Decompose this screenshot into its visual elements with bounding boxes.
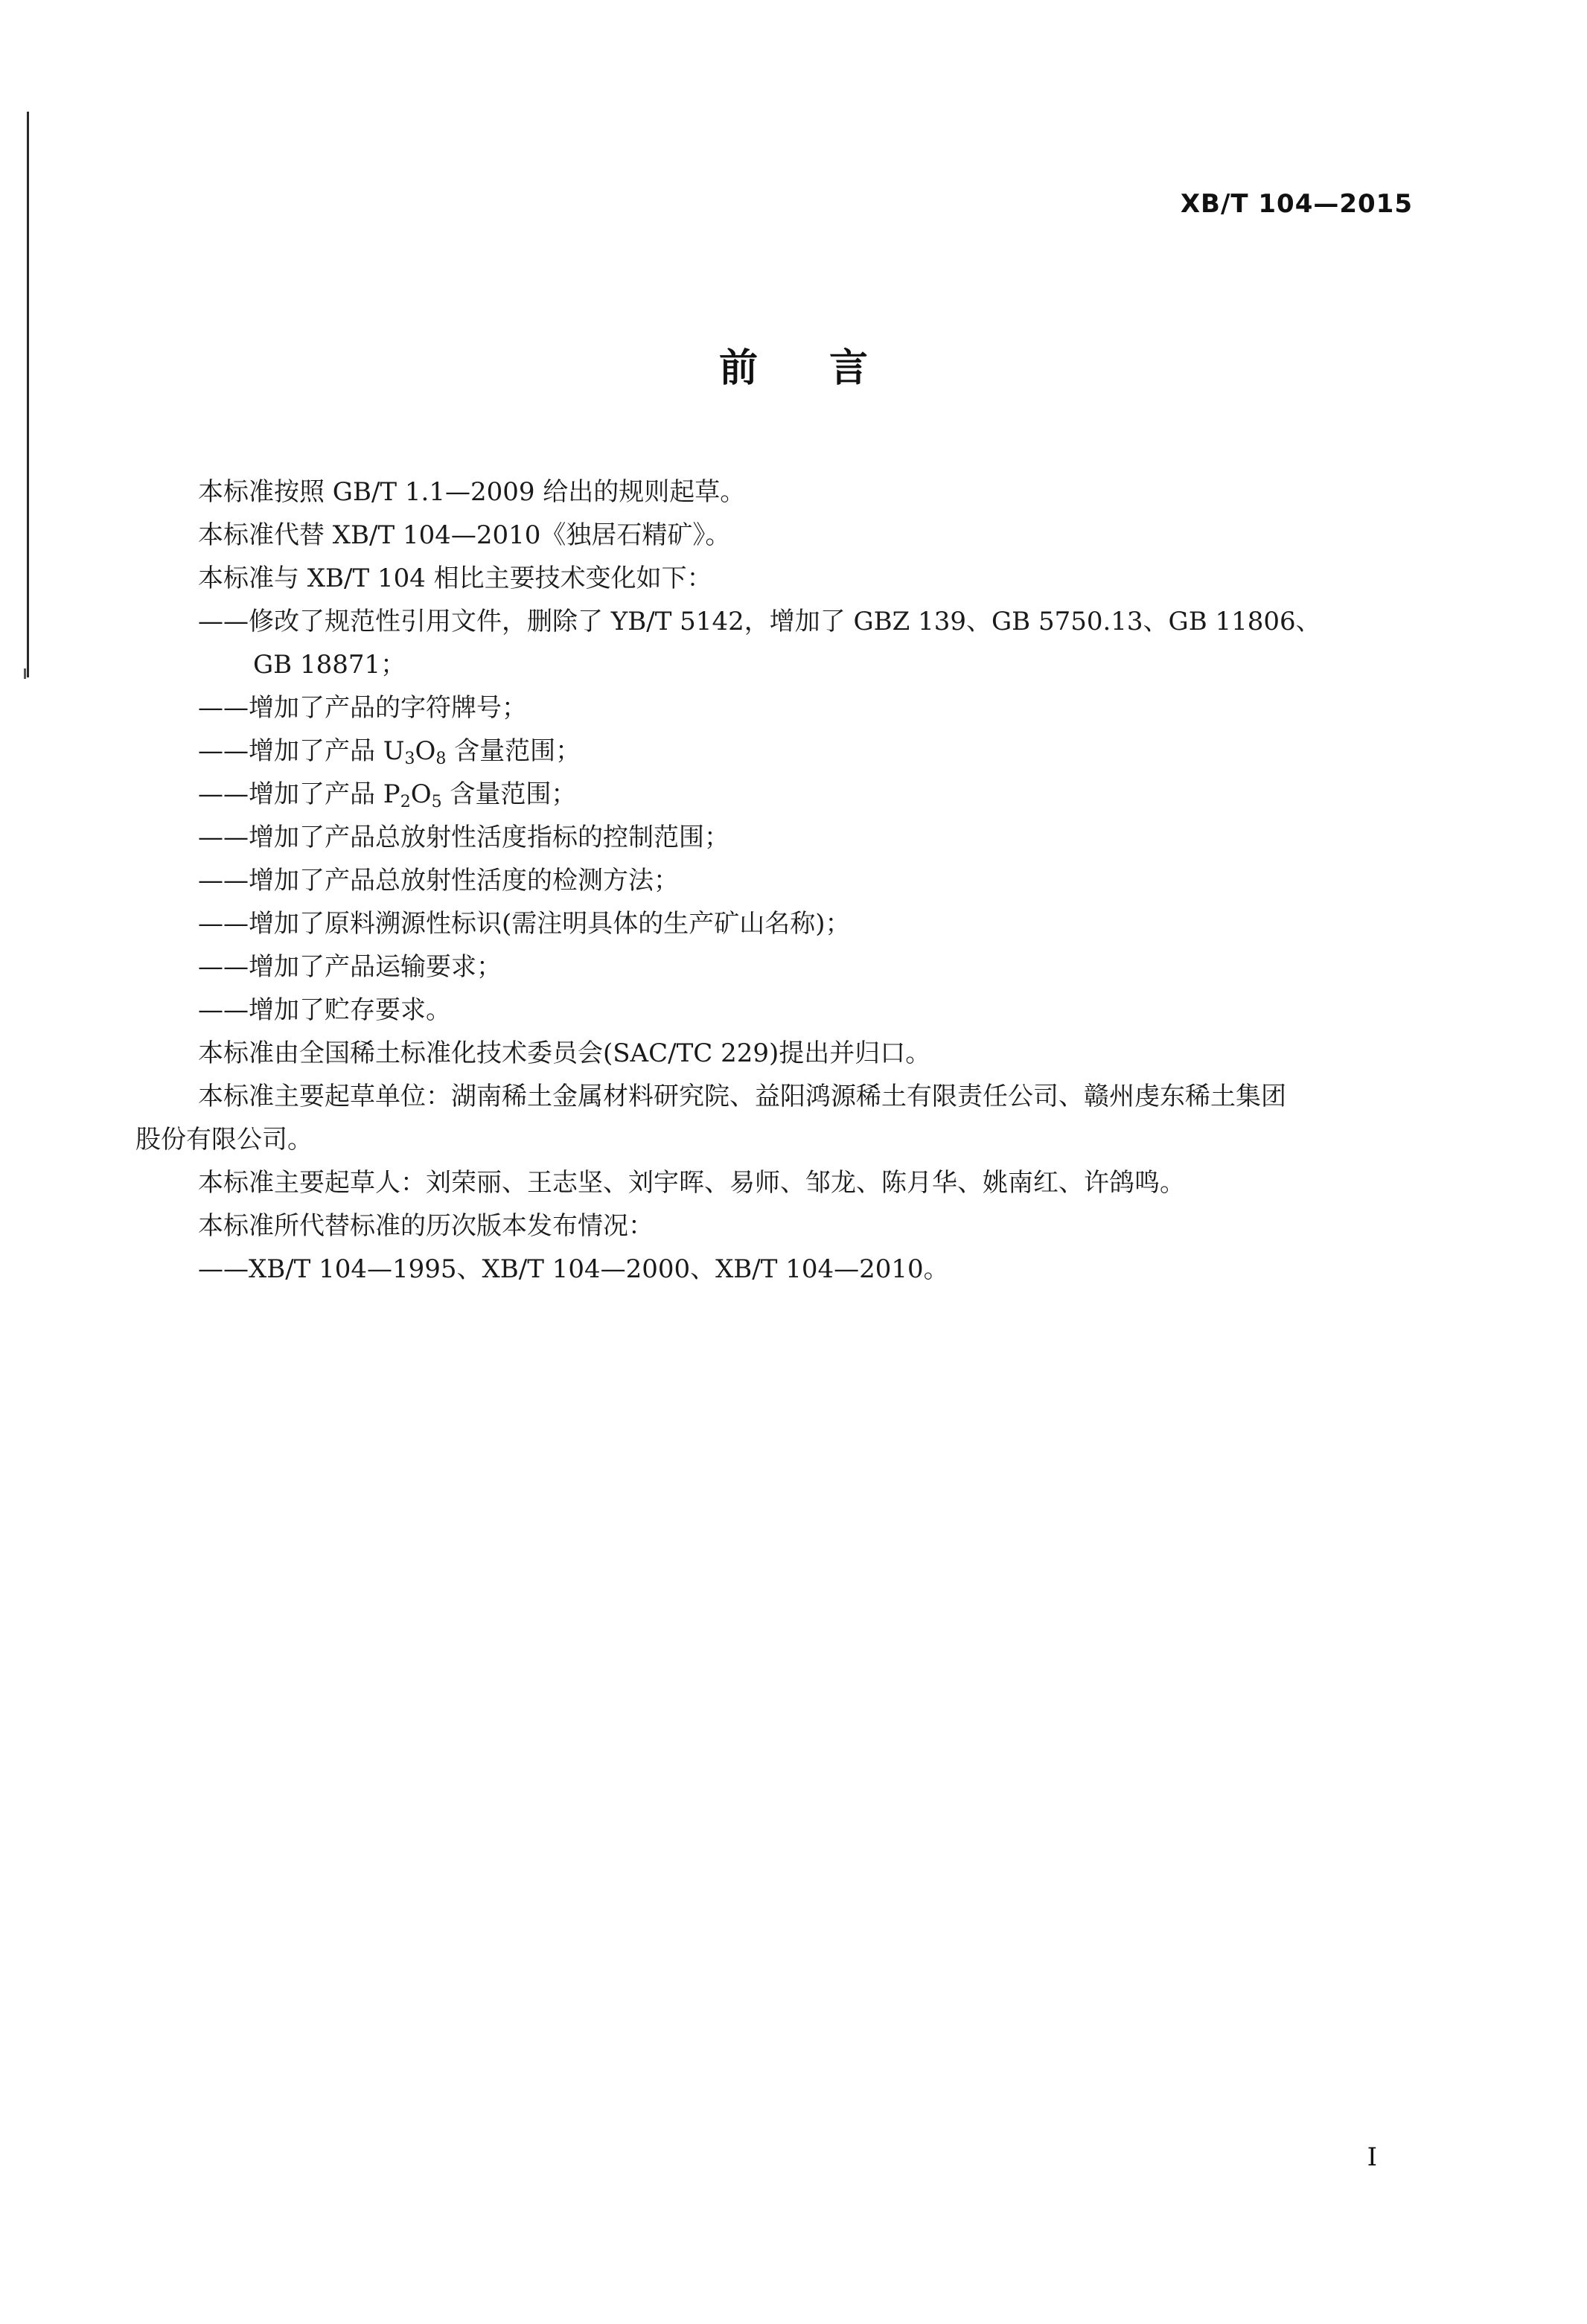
paragraph-version-history: 本标准所代替标准的历次版本发布情况：: [198, 1211, 654, 1241]
subscript: 3: [404, 750, 415, 768]
list-item-normative-references-cont: GB 18871；: [253, 650, 406, 680]
list-item-previous-versions: ——XB/T 104—1995、XB/T 104—2000、XB/T 104—2010。: [198, 1254, 949, 1284]
list-item-radioactivity-range: ——增加了产品总放射性活度指标的控制范围；: [198, 823, 729, 852]
list-item-u3o8-content: [135, 730, 1416, 773]
list-item-normative-references: ——修改了规范性引用文件，删除了 YB/T 5142，增加了 GBZ 139、GB 5750.13、GB 11806、: [198, 607, 1321, 636]
item-text: O: [410, 779, 432, 809]
page-title: 前言: [718, 346, 939, 391]
scan-edge-tick: [24, 668, 26, 679]
page-number: I: [1367, 2142, 1377, 2172]
scan-edge-line: [27, 112, 29, 677]
list-item-traceability: ——增加了原料溯源性标识(需注明具体的生产矿山名称)；: [198, 909, 851, 939]
paragraph-changes-intro: 本标准与 XB/T 104 相比主要技术变化如下：: [198, 564, 712, 593]
item-text: ——增加了产品 U: [198, 736, 405, 766]
item-text: ——增加了产品 P: [198, 779, 400, 809]
paragraph-drafters: 本标准主要起草人：刘荣丽、王志坚、刘宇晖、易师、邹龙、陈月华、姚南红、许鸽鸣。: [198, 1168, 1185, 1198]
foreword-body: [135, 470, 1416, 1291]
document-code: XB/T 104—2015: [1180, 189, 1413, 219]
subscript: 5: [431, 793, 442, 811]
list-item-grade-designation: ——增加了产品的字符牌号；: [198, 693, 527, 723]
list-item-p2o5-content: [135, 773, 1416, 816]
list-item-storage: ——增加了贮存要求。: [198, 995, 451, 1025]
paragraph-drafting-units-cont: 股份有限公司。: [135, 1125, 313, 1155]
list-item-radioactivity-method: ——增加了产品总放射性活度的检测方法；: [198, 866, 679, 896]
subscript: 2: [400, 793, 411, 811]
subscript: 8: [435, 750, 447, 768]
paragraph-drafting-units: 本标准主要起草单位：湖南稀土金属材料研究院、益阳鸿源稀土有限责任公司、赣州虔东稀土集团: [198, 1082, 1286, 1111]
list-item-transport: ——增加了产品运输要求；: [198, 952, 502, 982]
item-text: O: [415, 736, 436, 766]
paragraph-proposed-by: 本标准由全国稀土标准化技术委员会(SAC/TC 229)提出并归口。: [198, 1038, 931, 1068]
item-text: 含量范围；: [441, 779, 577, 809]
item-text: 含量范围；: [446, 736, 581, 766]
paragraph-replaces: 本标准代替 XB/T 104—2010《独居石精矿》。: [198, 520, 731, 550]
paragraph-drafting-rules: 本标准按照 GB/T 1.1—2009 给出的规则起草。: [198, 477, 746, 507]
